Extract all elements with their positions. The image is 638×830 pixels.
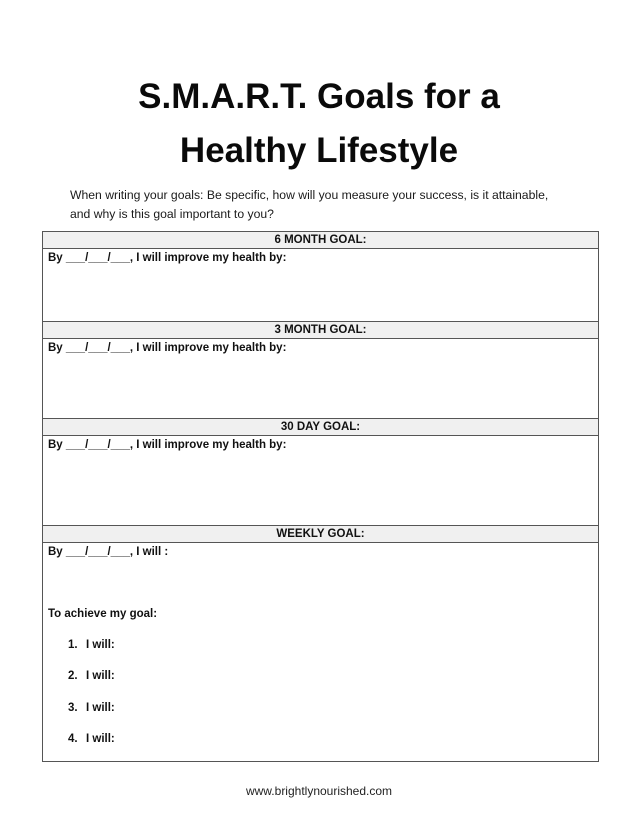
six-month-goal-header: 6 MONTH GOAL:: [43, 232, 598, 249]
thirty-day-goal-header: 30 DAY GOAL:: [43, 419, 598, 436]
six-month-goal-prompt: By ___/___/___, I will improve my health by:: [48, 252, 287, 264]
step-label: I will:: [86, 670, 115, 683]
weekly-goal-prompt: By ___/___/___, I will :: [48, 546, 169, 558]
action-step-1[interactable]: [68, 637, 115, 668]
title-line-1: S.M.A.R.T. Goals for a: [138, 77, 500, 116]
thirty-day-goal-field[interactable]: [43, 436, 598, 526]
step-label: I will:: [86, 639, 115, 651]
title-line-2: Healthy Lifestyle: [179, 131, 459, 170]
action-step-4[interactable]: [68, 731, 115, 762]
footer-website: www.brightlynourished.com: [245, 784, 393, 798]
intro-line-1: When writing your goals: Be specific, how will you measure your success, is it attainable,: [70, 188, 549, 202]
step-label: I will:: [86, 701, 115, 714]
three-month-goal-header: 3 MONTH GOAL:: [43, 322, 598, 339]
goals-table: [42, 231, 599, 762]
step-number: 2.: [68, 670, 78, 683]
three-month-goal-field[interactable]: [43, 339, 598, 419]
achieve-goal-label: To achieve my goal:: [48, 608, 158, 620]
step-number: 4.: [68, 732, 78, 745]
intro-text: [70, 186, 580, 223]
action-steps-list: [68, 637, 115, 762]
thirty-day-goal-prompt: By ___/___/___, I will improve my health by:: [48, 439, 287, 451]
weekly-goal-field[interactable]: [43, 543, 598, 761]
action-step-2[interactable]: [68, 668, 115, 699]
step-label: I will:: [86, 732, 115, 745]
action-step-3[interactable]: [68, 700, 115, 731]
step-number: 3.: [68, 701, 78, 714]
step-number: 1.: [68, 639, 78, 651]
three-month-goal-prompt: By ___/___/___, I will improve my health by:: [48, 342, 287, 354]
weekly-goal-header: WEEKLY GOAL:: [43, 526, 598, 543]
page-title: [0, 70, 638, 178]
intro-line-2: and why is this goal important to you?: [70, 206, 274, 221]
six-month-goal-field[interactable]: [43, 249, 598, 322]
